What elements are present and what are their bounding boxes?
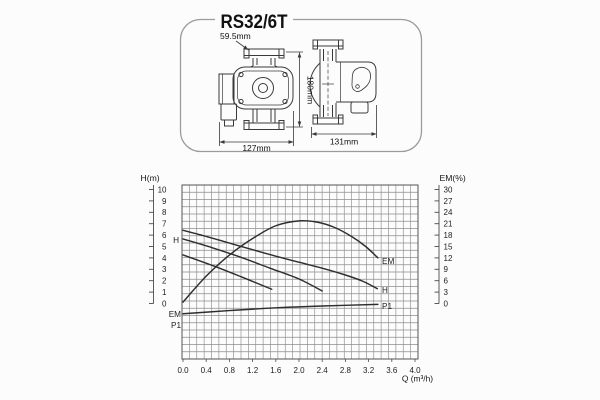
panel-border bbox=[181, 20, 422, 152]
em-axis-tick-label: 27 bbox=[443, 196, 453, 206]
left-axis-title: H(m) bbox=[140, 173, 160, 183]
em-axis-tick-label: 3 bbox=[443, 288, 448, 297]
em-axis-tick-label: 30 bbox=[443, 185, 453, 195]
curve-label-P1: P1 bbox=[170, 321, 181, 330]
curve-H-speed3 bbox=[183, 230, 377, 288]
h-axis-tick-label: 10 bbox=[157, 185, 167, 195]
chart-grid bbox=[182, 185, 418, 359]
curve-label-EM: EM bbox=[168, 310, 181, 319]
curve-P1 bbox=[183, 304, 378, 313]
performance-chart bbox=[141, 173, 466, 384]
pump-side-view bbox=[310, 40, 376, 124]
em-axis-tick-label: 0 bbox=[443, 299, 448, 309]
chart-plot-area bbox=[149, 185, 453, 375]
em-axis-tick-label: 9 bbox=[443, 265, 448, 275]
dim-side-width-label: 131mm bbox=[329, 136, 359, 147]
q-axis-tick-label: 0.8 bbox=[223, 366, 235, 375]
q-axis-tick-label: 3.6 bbox=[386, 366, 398, 375]
h-axis-tick-label: 3 bbox=[162, 265, 167, 275]
h-axis-tick-label: 1 bbox=[162, 288, 167, 297]
q-axis-tick-label: 0.4 bbox=[200, 366, 212, 375]
h-axis-tick-label: 5 bbox=[162, 242, 167, 252]
h-axis-tick-label: 9 bbox=[162, 196, 167, 206]
dim-top-leader bbox=[236, 41, 249, 50]
q-axis-tick-label: 0.0 bbox=[177, 366, 189, 375]
curve-label-EM: EM bbox=[382, 257, 395, 266]
em-axis-tick-label: 21 bbox=[443, 219, 453, 229]
em-axis-tick-label: 6 bbox=[443, 276, 448, 286]
dim-front-width-label: 127mm bbox=[242, 143, 271, 153]
q-axis-tick-label: 1.6 bbox=[270, 366, 282, 375]
product-diagram-panel bbox=[181, 11, 422, 153]
dim-height-label: 180mm bbox=[305, 75, 316, 105]
curve-label-H: H bbox=[173, 236, 179, 245]
x-axis-title: Q (m³/h) bbox=[401, 373, 434, 384]
h-axis-tick-label: 6 bbox=[162, 231, 167, 240]
right-axis-title: EM(%) bbox=[439, 173, 466, 183]
q-axis-tick-label: 1.2 bbox=[247, 366, 259, 375]
product-title: RS32/6T bbox=[220, 12, 288, 33]
q-axis-tick-label: 2.8 bbox=[339, 366, 351, 375]
em-axis-tick-label: 12 bbox=[443, 253, 453, 263]
q-axis-tick-label: 4.0 bbox=[409, 366, 421, 375]
h-axis-tick-label: 7 bbox=[162, 219, 167, 229]
q-axis-tick-label: 2.4 bbox=[316, 366, 328, 375]
em-axis-tick-label: 18 bbox=[443, 231, 453, 240]
q-axis-tick-label: 2.0 bbox=[293, 366, 305, 375]
h-axis-tick-label: 8 bbox=[162, 208, 167, 218]
dim-side-extlines bbox=[312, 105, 377, 138]
em-axis-tick-label: 24 bbox=[443, 208, 453, 218]
pump-front-view bbox=[219, 49, 293, 130]
curve-label-H: H bbox=[382, 286, 388, 295]
curve-EM bbox=[183, 221, 378, 303]
dim-top-label: 59.5mm bbox=[220, 31, 251, 41]
h-axis-tick-label: 2 bbox=[162, 276, 167, 286]
curve-label-P1: P1 bbox=[382, 302, 393, 311]
q-axis-tick-label: 3.2 bbox=[363, 366, 375, 375]
dimension-annotations bbox=[220, 31, 377, 153]
h-axis-tick-label: 0 bbox=[162, 299, 167, 309]
em-axis-tick-label: 15 bbox=[443, 242, 453, 252]
h-axis-tick-label: 4 bbox=[162, 253, 167, 263]
